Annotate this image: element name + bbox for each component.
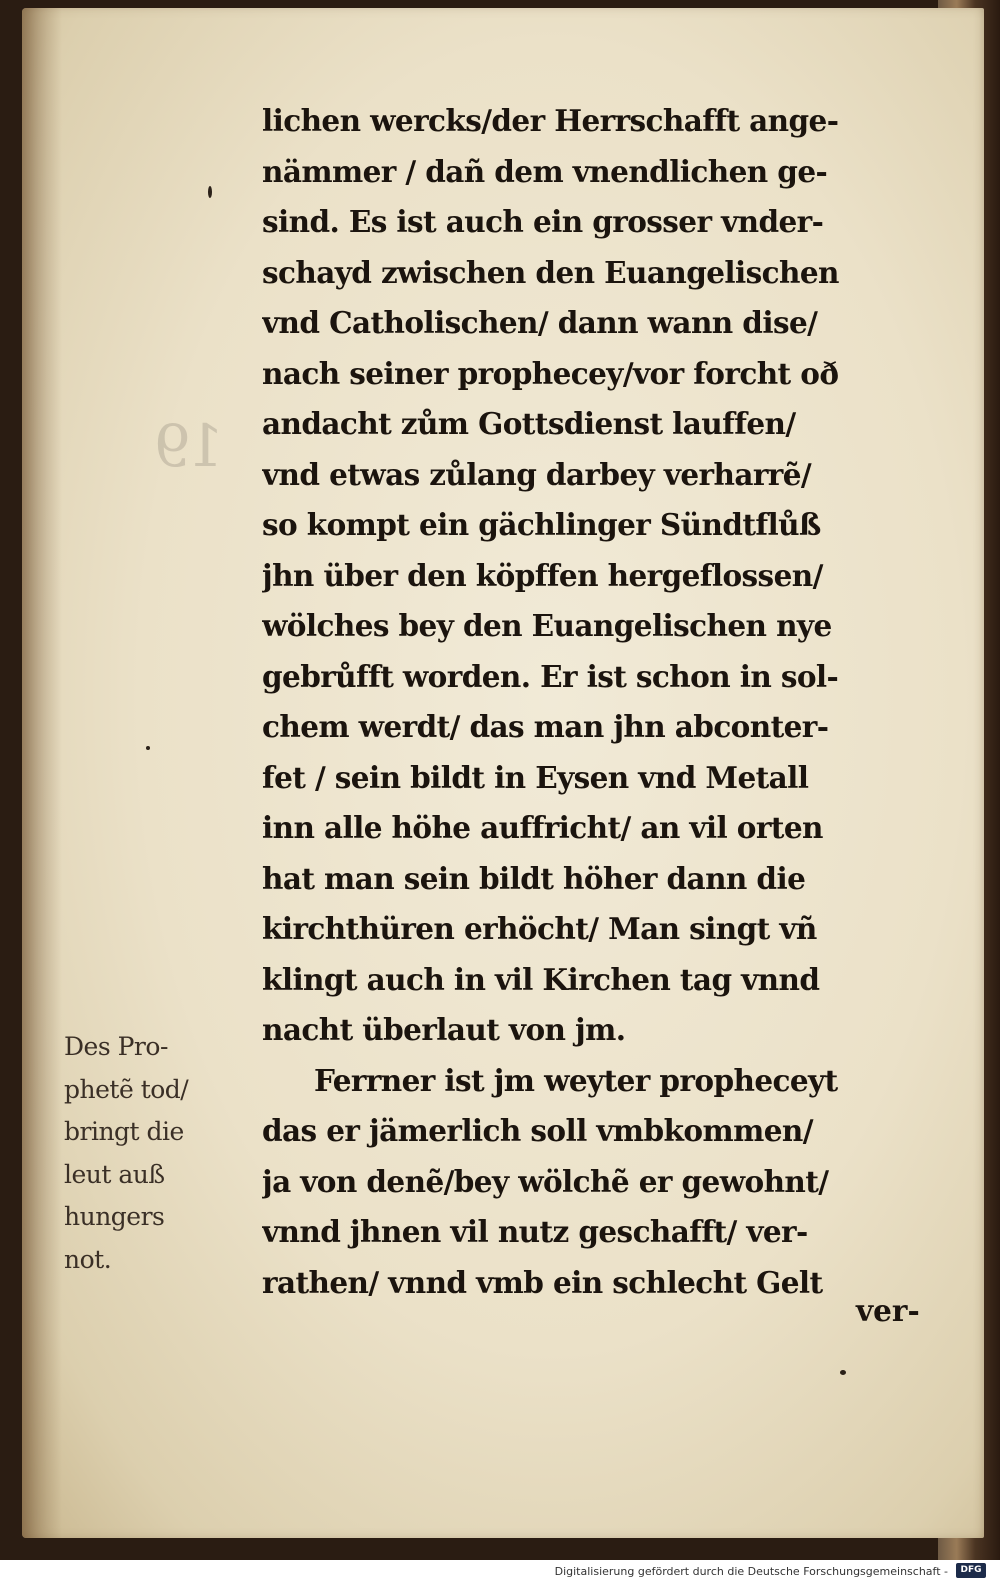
text-line: schayd zwischen den Euangelischen [262,254,839,290]
text-line: jhn über den köpffen hergeflossen/ [262,557,823,593]
text-line: nämmer / dañ dem vnendlichen ge- [262,153,828,189]
funding-credit: Digitalisierung gefördert durch die Deutsche Forschungsgemeinschaft - [554,1565,948,1578]
text-line: fet / sein bildt in Eysen vnd Metall [262,759,809,795]
ink-speck [208,186,212,198]
text-line: klingt auch in vil Kirchen tag vnnd [262,961,820,997]
marginal-note-line: hungers [64,1202,165,1231]
page-gutter-shadow [22,8,62,1538]
text-line: andacht zům Gottsdienst lauffen/ [262,406,796,441]
text-line: nacht überlaut von jm. [262,1012,626,1047]
text-line: rathen/ vnnd vmb ein schlecht Gelt [262,1264,823,1300]
text-line: vnd Catholischen/ dann wann dise/ [262,305,818,340]
marginal-note-line: phetẽ tod/ [64,1074,189,1104]
ink-speck [146,746,150,750]
text-line: kirchthüren erhöcht/ Man singt vñ [262,911,817,946]
text-line: vnd etwas zůlang darbey verharrẽ/ [262,456,812,492]
text-line: hat man sein bildt höher dann die [262,860,806,896]
text-line: ja von denẽ/bey wölchẽ er gewohnt/ [262,1163,829,1199]
text-line: wölches bey den Euangelischen nye [262,608,832,643]
text-line: so kompt ein gächlinger Sündtflůß [262,507,821,542]
text-line: inn alle höhe auffricht/ an vil orten [262,810,823,845]
ink-speck [840,1370,846,1375]
marginal-note [64,1026,254,1281]
catchword: ver- [856,1293,920,1328]
text-line: das er jämerlich soll vmbkommen/ [262,1113,813,1148]
marginal-note-line: bringt die [64,1117,184,1146]
text-line: gebrůfft worden. Er ist schon in sol- [262,658,839,694]
marginal-note-line: Des Pro- [64,1032,168,1061]
text-line: vnnd jhnen vil nutz geschafft/ ver- [262,1214,808,1249]
text-line: chem werdt/ das man jhn abconter- [262,709,829,744]
text-line: sind. Es ist auch ein grosser vnder- [262,204,824,239]
text-line: lichen wercks/der Herrschafft ange- [262,103,839,138]
paragraph-start-line: Ferrner ist jm weyter propheceyt [314,1062,838,1098]
marginal-note-line: leut auß [64,1159,165,1189]
show-through-page-number: 19 [158,412,224,480]
main-text-block [262,96,962,1308]
dfg-logo: DFG [956,1563,986,1578]
marginal-note-line: not. [64,1244,112,1274]
text-line: nach seiner prophecey/vor forcht oð [262,355,839,391]
